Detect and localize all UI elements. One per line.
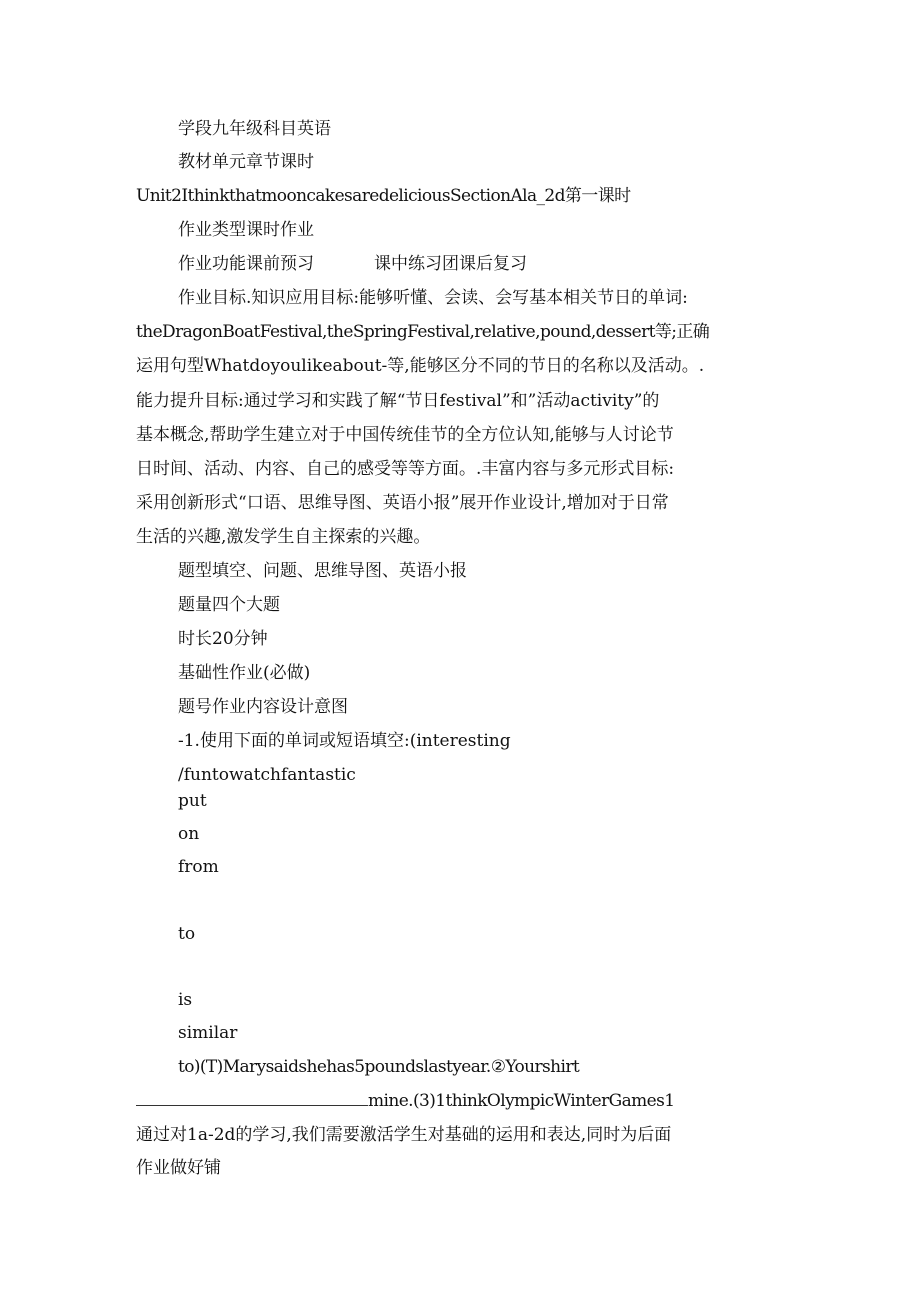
basic-homework-heading: 基础性作业(必做) xyxy=(178,663,311,683)
word-option-similar: similar xyxy=(178,1023,238,1043)
word-option-is: is xyxy=(178,990,193,1010)
question-1-prompt: -1.使用下面的单词或短语填空:(interesting xyxy=(178,731,511,751)
goal-line-6: 日时间、活动、内容、自己的感受等等方面。.丰富内容与多元形式目标: xyxy=(136,459,675,479)
design-intent-line-2: 作业做好铺 xyxy=(136,1158,221,1178)
table-header-line: 题号作业内容设计意图 xyxy=(178,697,348,717)
question-1-sentence: to)(T)Marysaidshehas5poundslastyear.②Yourshirt xyxy=(178,1057,580,1077)
design-intent-line-1: 通过对1a-2d的学习,我们需要激活学生对基础的运用和表达,同时为后面 xyxy=(136,1125,672,1145)
goal-line-4: 能力提升目标:通过学习和实践了解“节日festival”和”活动activity”的 xyxy=(136,391,660,411)
homework-type-line: 作业类型课时作业 xyxy=(178,220,314,240)
duration-line: 时长20分钟 xyxy=(178,629,268,649)
question-types-line: 题型填空、问题、思维导图、英语小报 xyxy=(178,561,467,581)
question-count-line: 题量四个大题 xyxy=(178,595,280,615)
homework-function-review: 课中练习团课后复习 xyxy=(374,254,527,274)
word-option-on: on xyxy=(178,824,200,844)
goal-line-5: 基本概念,帮助学生建立对于中国传统佳节的全方位认知,能够与人讨论节 xyxy=(136,425,674,445)
word-option-fun-to-watch: /funtowatchfantastic xyxy=(178,765,356,785)
goal-line-8: 生活的兴趣,激发学生自主探索的兴趣。 xyxy=(136,527,431,547)
goal-line-3: 运用句型Whatdoyoulikeabout-等,能够区分不同的节日的名称以及活动。. xyxy=(136,356,705,376)
homework-function-preview: 作业功能课前预习 xyxy=(178,254,314,274)
word-option-from: from xyxy=(178,857,219,877)
goal-line-2: theDragonBoatFestival,theSpringFestival,relative,pound,dessert等;正确 xyxy=(136,322,710,342)
goal-line-7: 采用创新形式“口语、思维导图、英语小报”展开作业设计,增加对于日常 xyxy=(136,493,669,513)
word-option-put: put xyxy=(178,791,207,811)
question-1-sentence-2-text: mine.(3)1thinkOlympicWinterGames1 xyxy=(368,1091,675,1111)
word-option-to: to xyxy=(178,924,196,944)
question-1-sentence-2 xyxy=(136,1090,675,1112)
goal-line-1: 作业目标.知识应用目标:能够听懂、会读、会写基本相关节日的单词: xyxy=(178,288,688,308)
textbook-line: 教材单元章节课时 xyxy=(178,152,314,172)
unit-title-line: Unit2IthinkthatmooncakesaredeliciousSectionAla_2d第一课时 xyxy=(136,186,631,206)
homework-function-line xyxy=(178,253,527,275)
stage-subject-line: 学段九年级科目英语 xyxy=(178,119,331,139)
fill-in-blank xyxy=(136,1090,368,1106)
